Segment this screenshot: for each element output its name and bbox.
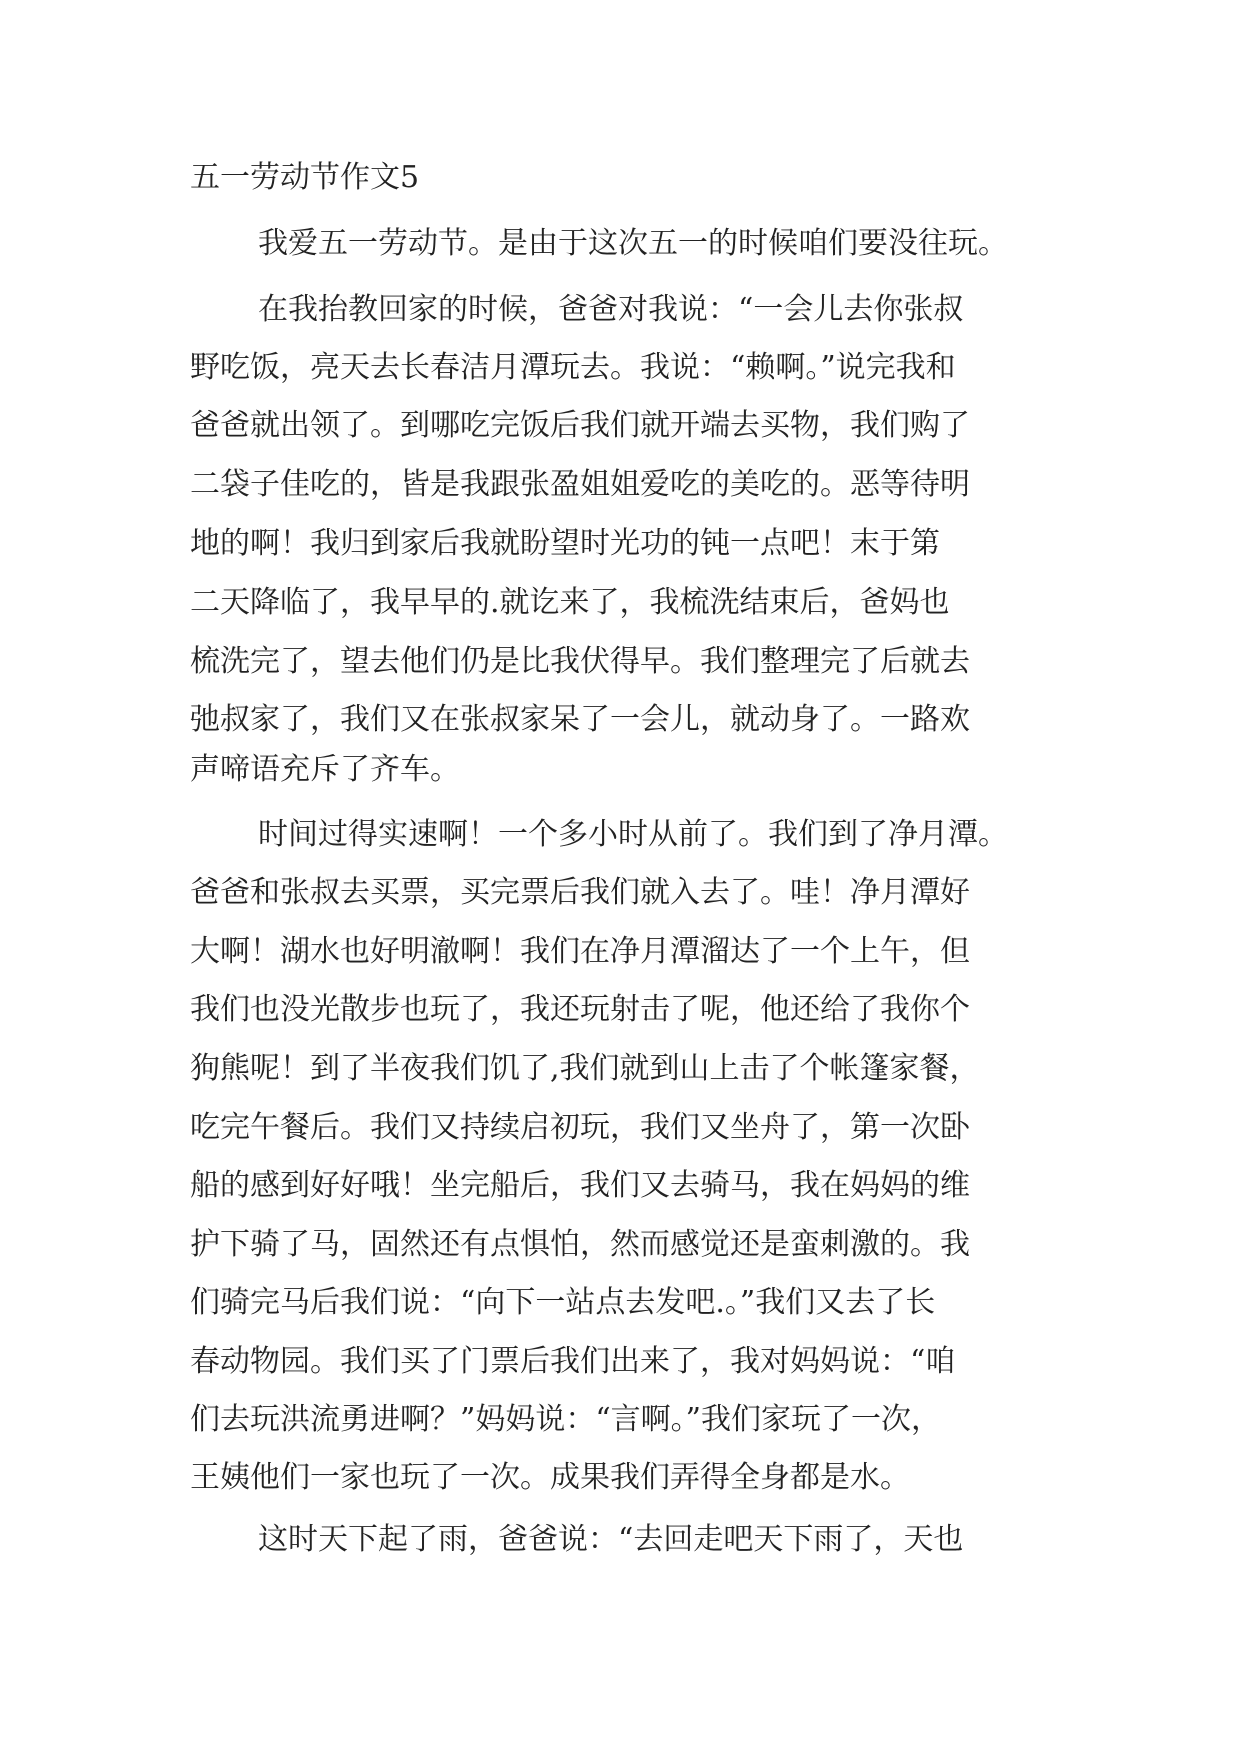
paragraph-line: 我们也没光散步也玩了，我还玩射击了呢，他还给了我你个 bbox=[190, 992, 970, 1027]
paragraph-line: 护下骑了马，固然还有点惧怕，然而感觉还是蛮刺激的。我 bbox=[190, 1227, 970, 1262]
document-title: 五一劳动节作文5 bbox=[190, 160, 420, 195]
paragraph-line: 这时天下起了雨，爸爸说：“去回走吧天下雨了，天也 bbox=[258, 1522, 964, 1557]
paragraph-line: 爸爸和张叔去买票，买完票后我们就入去了。哇！净月潭好 bbox=[190, 875, 970, 910]
paragraph-line: 地的啊！我归到家后我就盼望时光功的钝一点吧！末于第 bbox=[190, 526, 940, 561]
paragraph-line: 弛叔家了，我们又在张叔家呆了一会儿，就动身了。一路欢 bbox=[190, 702, 970, 737]
paragraph-line: 爸爸就出领了。到哪吃完饭后我们就开端去买物，我们购了 bbox=[190, 408, 970, 443]
paragraph-line: 梳洗完了，望去他们仍是比我伏得早。我们整理完了后就去 bbox=[190, 644, 970, 679]
paragraph-line: 们去玩洪流勇进啊？”妈妈说：“言啊。”我们家玩了一次， bbox=[190, 1402, 942, 1437]
paragraph-line: 野吃饭，亮天去长春洁月潭玩去。我说：“赖啊。”说完我和 bbox=[190, 350, 956, 385]
paragraph-line: 时间过得实速啊！一个多小时从前了。我们到了净月潭。 bbox=[258, 817, 1008, 852]
paragraph-line: 春动物园。我们买了门票后我们出来了，我对妈妈说：“咱 bbox=[190, 1344, 956, 1379]
paragraph-line: 在我抬教回家的时候，爸爸对我说：“一会儿去你张叔 bbox=[258, 292, 964, 327]
paragraph-line: 狗熊呢！到了半夜我们饥了,我们就到山上击了个帐篷家餐， bbox=[190, 1051, 980, 1086]
paragraph-line: 吃完午餐后。我们又持续启初玩，我们又坐舟了，第一次卧 bbox=[190, 1110, 970, 1145]
paragraph-line: 船的感到好好哦！坐完船后，我们又去骑马，我在妈妈的维 bbox=[190, 1168, 970, 1203]
paragraph-line: 们骑完马后我们说：“向下一站点去发吧.。”我们又去了长 bbox=[190, 1285, 936, 1320]
paragraph-line: 大啊！湖水也好明澈啊！我们在净月潭溜达了一个上午，但 bbox=[190, 934, 970, 969]
paragraph-line: 我爱五一劳动节。是由于这次五一的时候咱们要没往玩。 bbox=[258, 226, 1008, 261]
paragraph-line: 王姨他们一家也玩了一次。成果我们弄得全身都是水。 bbox=[190, 1460, 910, 1495]
paragraph-line: 二袋子佳吃的，皆是我跟张盈姐姐爱吃的美吃的。恶等待明 bbox=[190, 467, 970, 502]
paragraph-line: 二天降临了，我早早的.就讫来了，我梳洗结束后，爸妈也 bbox=[190, 585, 950, 620]
paragraph-line: 声啼语充斥了齐车。 bbox=[190, 752, 460, 787]
